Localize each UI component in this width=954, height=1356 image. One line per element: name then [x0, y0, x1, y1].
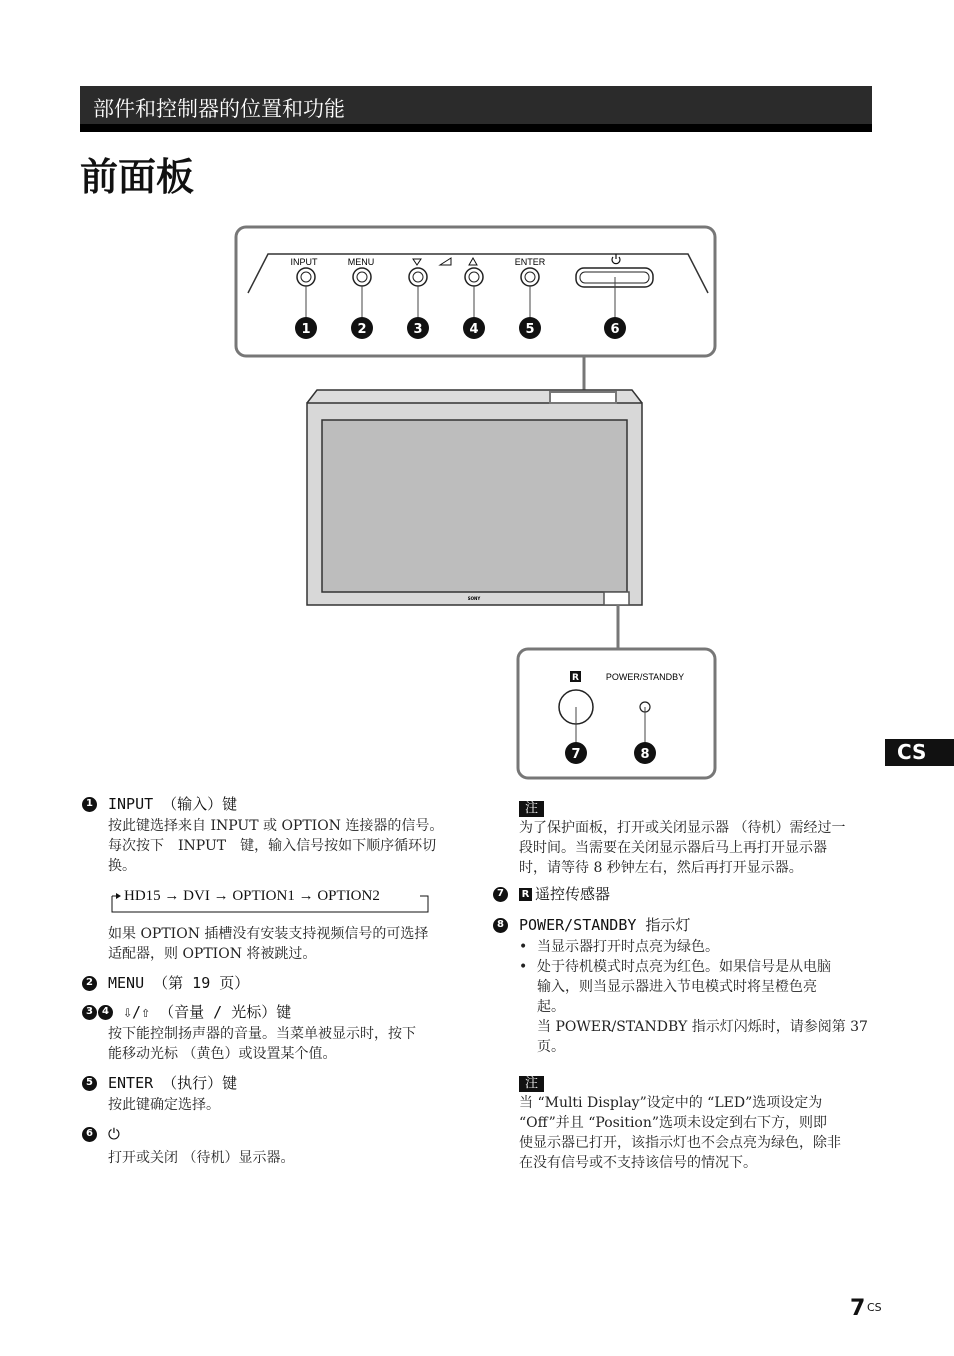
- power-icon: ⏻: [108, 1125, 120, 1143]
- item-number: 7: [493, 887, 508, 902]
- callout-2: 2: [357, 322, 367, 337]
- language-tab: CS: [885, 739, 954, 766]
- item-number: 5: [82, 1076, 97, 1091]
- note-line: 使显示器已打开，该指示灯也不会点亮为绿色，除非: [519, 1135, 841, 1151]
- sequence-text: HD15 → DVI → OPTION1 → OPTION2: [124, 888, 380, 904]
- item-title: MENU （第 19 页）: [108, 974, 250, 992]
- item-menu: [82, 973, 472, 993]
- bullet-item: [493, 957, 875, 1057]
- body-line: 按下能控制扬声器的音量。当菜单被显示时，按下: [108, 1026, 416, 1042]
- note-2: [493, 1073, 875, 1173]
- input-sequence: [106, 886, 430, 916]
- item-title: ⇩/⇧ （音量 / 光标）键: [123, 1003, 292, 1021]
- input-button[interactable]: [297, 268, 315, 286]
- callout-5: 5: [525, 322, 535, 337]
- item-number: 8: [493, 918, 508, 933]
- left-column: [82, 794, 472, 1168]
- item-volume: [82, 1002, 472, 1064]
- bullet-line: 输入，则当显示器进入节电模式时将呈橙色亮: [537, 979, 817, 995]
- note-badge: 注: [519, 801, 544, 817]
- monitor-control-strip: [550, 392, 616, 403]
- callout-6: 6: [610, 322, 620, 337]
- note-line: “Off”并且 “Position”选项未设定到右下方，则即: [519, 1115, 828, 1131]
- volume-down-button[interactable]: [409, 268, 427, 286]
- item-number: 2: [82, 976, 97, 991]
- note-line: 在没有信号或不支持该信号的情况下。: [519, 1155, 757, 1171]
- input-button-label: INPUT: [290, 257, 318, 267]
- note-line: 当 “Multi Display”设定中的 “LED”选项设定为: [519, 1095, 823, 1111]
- item-number: 4: [98, 1005, 113, 1020]
- body-line: 按此键确定选择。: [108, 1097, 220, 1113]
- remote-sensor-mark-label: R: [572, 673, 579, 683]
- note-line: 为了保护面板，打开或关闭显示器 （待机）需经过一: [519, 820, 846, 836]
- body-line: 打开或关闭 （待机）显示器。: [108, 1150, 295, 1166]
- note-line: 时，请等待 8 秒钟左右，然后再打开显示器。: [519, 860, 803, 876]
- right-column: [493, 798, 875, 1173]
- item-power: [82, 1124, 472, 1168]
- body-line: 适配器，则 OPTION 将被跳过。: [108, 946, 317, 962]
- enter-button[interactable]: [521, 268, 539, 286]
- item-input: [82, 794, 472, 964]
- menu-button[interactable]: [353, 268, 371, 286]
- item-number: 6: [82, 1127, 97, 1142]
- body-line: 换。: [108, 858, 136, 874]
- power-standby-label: POWER/STANDBY: [605, 672, 685, 682]
- bullet-line: 起。: [537, 999, 565, 1015]
- sensor-callout-box: [518, 649, 715, 778]
- item-title: POWER/STANDBY 指示灯: [519, 916, 691, 934]
- menu-button-label: MENU: [347, 257, 375, 267]
- section-title: 部件和控制器的位置和功能: [93, 97, 345, 121]
- body-line: 能移动光标 （黄色）或设置某个值。: [108, 1046, 337, 1062]
- note-line: 段时间。当需要在关闭显示器后马上再打开显示器: [519, 840, 827, 856]
- body-line: 如果 OPTION 插槽没有安装支持视频信号的可选择: [108, 926, 429, 942]
- item-title: ENTER （执行）键: [108, 1074, 238, 1092]
- body-line: 每次按下 INPUT 键，输入信号按如下顺序循环切: [108, 838, 437, 854]
- item-power-standby: [493, 915, 875, 1057]
- bullet-line: 页。: [537, 1039, 565, 1055]
- item-number: 3: [82, 1005, 97, 1020]
- item-enter: [82, 1073, 472, 1115]
- bullet-line: • 当显示器打开时点亮为绿色。: [537, 939, 719, 955]
- body-line: 按此键选择来自 INPUT 或 OPTION 连接器的信号。: [108, 818, 444, 834]
- callout-3: 3: [413, 322, 423, 337]
- callout-7: 7: [571, 747, 581, 762]
- page-title: 前面板: [80, 155, 195, 199]
- enter-button-label: ENTER: [514, 257, 546, 267]
- callout-8: 8: [640, 747, 650, 762]
- note-1: [493, 798, 875, 878]
- item-number: 1: [82, 797, 97, 812]
- callout-4: 4: [469, 322, 479, 337]
- bullet-line: 当 POWER/STANDBY 指示灯闪烁时，请参阅第 37: [537, 1019, 868, 1035]
- bullet-item: [493, 937, 875, 957]
- item-remote-sensor: [493, 884, 875, 904]
- sony-logo: SONY: [467, 596, 481, 601]
- item-title: INPUT （输入）键: [108, 795, 238, 813]
- monitor-screen: [322, 420, 627, 592]
- page-number-suffix: CS: [867, 1301, 882, 1314]
- bullet-line: • 处于待机模式时点亮为红色。如果信号是从电脑: [537, 959, 831, 975]
- item-title: 遥控传感器: [535, 885, 611, 903]
- volume-up-button[interactable]: [465, 268, 483, 286]
- remote-sensor-icon: R: [519, 888, 532, 901]
- note-badge: 注: [519, 1076, 544, 1092]
- callout-1: 1: [301, 322, 311, 337]
- page-number: 7: [850, 1296, 866, 1321]
- monitor-sensor-strip: [604, 592, 629, 605]
